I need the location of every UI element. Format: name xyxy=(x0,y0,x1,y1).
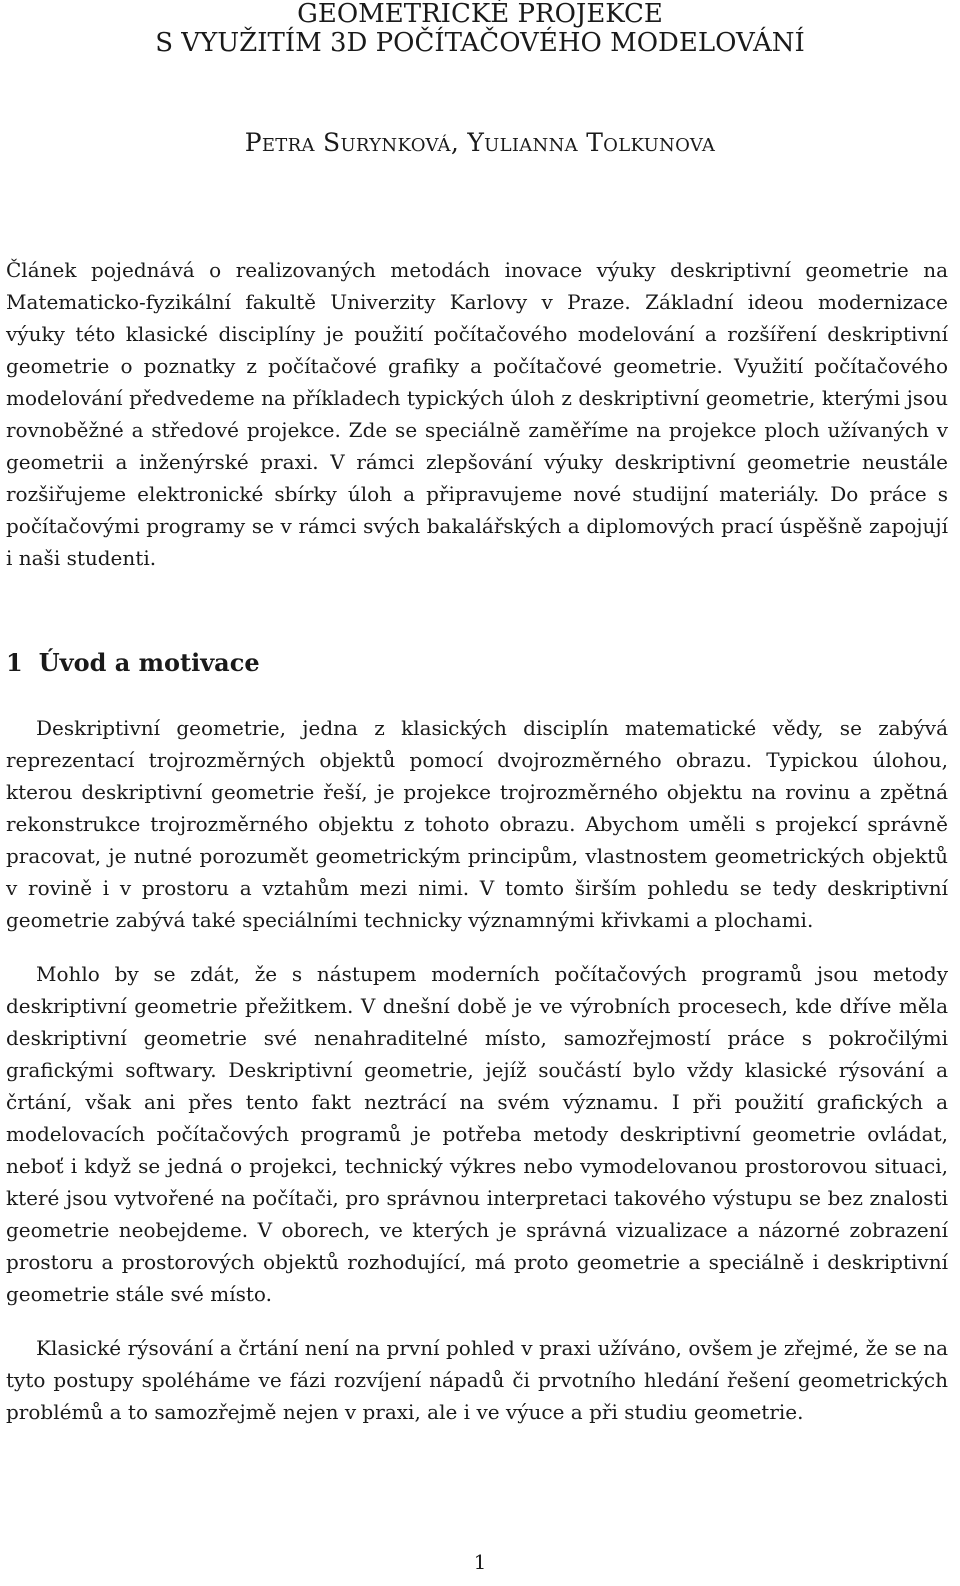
paper-title xyxy=(0,0,960,58)
section-heading xyxy=(6,648,260,677)
section-title: Úvod a motivace xyxy=(38,648,260,677)
section-body xyxy=(6,712,948,1450)
paper-title-line-2: S VYUŽITÍM 3D POČÍTAČOVÉHO MODELOVÁNÍ xyxy=(155,28,805,58)
body-paragraph-1: Deskriptivní geometrie, jedna z klasických disciplín matematické vědy, se zabývá reprezentací trojrozměrných objektů pomocí dvojrozměrného obrazu. Typickou úlohou, kterou deskriptivní geometrie řeší, je projekce trojrozměrného objektu na rovinu a zpětná rekonstrukce trojrozměrného objektu z tohoto obrazu. Abychom uměli s projekcí správně pracovat, je nutné porozumět geometrickým principům, vlastnostem geometrických objektů v rovině i v prostoru a vztahům mezi nimi. V tomto širším pohledu se tedy deskriptivní geometrie zabývá také speciálními technicky významnými křivkami a plochami. xyxy=(6,716,948,932)
body-paragraph-2: Mohlo by se zdát, že s nástupem moderních počítačových programů jsou metody deskriptivní geometrie přežitkem. V dnešní době je ve výrobních procesech, kde dříve měla deskriptivní geometrie své nenahraditelné místo, samozřejmostí práce s pokročilými grafickými softwary. Deskriptivní geometrie, jejíž součástí bylo vždy klasické rýsování a črtání, však ani přes tento fakt neztrácí na svém významu. I při použití grafických a modelovacích počítačových programů je potřeba metody deskriptivní geometrie ovládat, neboť i když se jedná o projekci, technický výkres nebo vymodelovanou prostorovou situaci, které jsou vytvořené na počítači, pro správnou interpretaci takového výstupu se bez znalosti geometrie neobejdeme. V oborech, ve kterých je správná vizualizace a názorné zobrazení prostoru a prostorových objektů rozhodující, má proto geometrie a speciálně i deskriptivní geometrie stále své místo. xyxy=(6,962,948,1306)
page-number: 1 xyxy=(473,1550,487,1574)
paper-abstract: Článek pojednává o realizovaných metodách inovace výuky deskriptivní geometrie na Matematicko-fyzikální fakultě Univerzity Karlovy v Praze. Základní ideou modernizace výuky této klasické disciplíny je použití počítačového modelování a rozšíření deskriptivní geometrie o poznatky z počítačové grafiky a počítačové geometrie. Využití počítačového modelování předvedeme na příkladech typických úloh z deskriptivní geometrie, kterými jsou rovnoběžné a středové projekce. Zde se speciálně zaměříme na projekce ploch užívaných v geometrii a inženýrské praxi. V rámci zlepšování výuky deskriptivní geometrie neustále rozšiřujeme elektronické sbírky úloh a připravujeme nové studijní materiály. Do práce s počítačovými programy se v rámci svých bakalářských a diplomových prací úspěšně zapojují i naši studenti. xyxy=(6,258,948,570)
paper-title-line-1: GEOMETRICKÉ PROJEKCE xyxy=(297,0,663,29)
section-number: 1 xyxy=(6,648,23,677)
paper-authors: Petra Surynková, Yulianna Tolkunova xyxy=(244,128,716,157)
body-paragraph-3: Klasické rýsování a črtání není na první pohled v praxi užíváno, ovšem je zřejmé, že se na tyto postupy spoléháme ve fázi rozvíjení nápadů či prvotního hledání řešení geometrických problémů a to samozřejmě nejen v praxi, ale i ve výuce a při studiu geometrie. xyxy=(6,1336,948,1424)
